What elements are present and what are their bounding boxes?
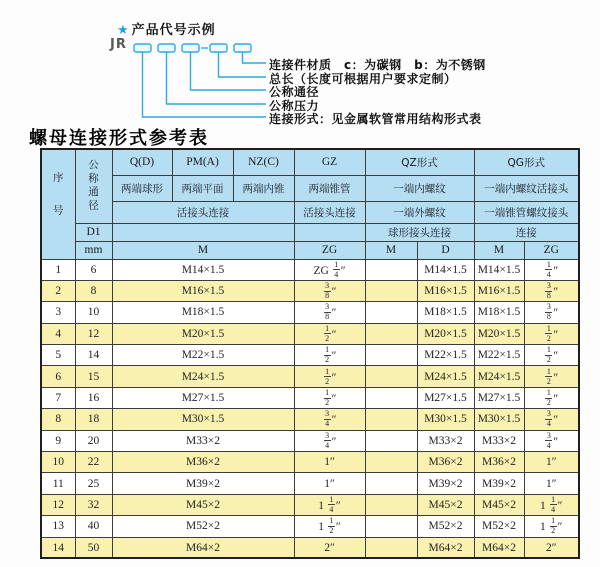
cell-qg_m: M33×2 (474, 430, 524, 451)
cell-qz_m (365, 516, 417, 537)
callout-connection-form: 连接形式：见金属软管常用结构形式表 (269, 112, 482, 126)
cell-qg_m: M39×2 (474, 473, 524, 494)
cell-qg_zg: $\frac{1}{2}$ ″ (524, 387, 579, 408)
cell-dn: 22 (75, 452, 112, 473)
cell-qz_m (365, 473, 417, 494)
cell-qz_m (365, 387, 417, 408)
cell-qg_zg: $\frac{3}{4}$ ″ (524, 430, 579, 451)
cell-no: 3 (41, 302, 75, 323)
cell-no: 11 (41, 473, 75, 494)
header-d1: D1 (75, 223, 112, 241)
header-qg-desc1: 一端内螺纹活接头 (474, 175, 579, 201)
callout-nominal-diameter: 公称通径 (269, 85, 320, 99)
cell-zg: $\frac{1}{2}$ ″ (294, 345, 365, 366)
cell-qz_m (365, 323, 417, 344)
header-col-pm: PM(A) (172, 149, 233, 175)
cell-no: 6 (41, 366, 75, 387)
cell-m: M27×1.5 (112, 387, 294, 408)
cell-dn: 25 (75, 473, 112, 494)
code-box (234, 44, 251, 52)
cell-no: 4 (41, 323, 75, 344)
cell-no: 1 (41, 259, 75, 280)
cell-qz_d: M30×1.5 (417, 409, 474, 430)
cell-qz_m (365, 366, 417, 387)
cell-qg_zg: $\frac{3}{8}$ ″ (524, 280, 579, 301)
table-row (41, 259, 579, 280)
cell-qz_d: M52×2 (417, 516, 474, 537)
header-blank-qpmnz (112, 223, 294, 241)
cell-zg: $\frac{3}{4}$ ″ (294, 430, 365, 451)
cell-qg_m: M18×1.5 (474, 302, 524, 323)
cell-dn: 15 (75, 366, 112, 387)
code-box (182, 44, 199, 52)
cell-qz_d: M24×1.5 (417, 366, 474, 387)
cell-m: M36×2 (112, 452, 294, 473)
header-col-gz: GZ (294, 149, 365, 175)
cell-dn: 20 (75, 430, 112, 451)
cell-zg: $\frac{3}{4}$ ″ (294, 409, 365, 430)
code-prefix: JR (110, 37, 127, 52)
cell-no: 5 (41, 345, 75, 366)
cell-qz_m (365, 302, 417, 323)
table-row (41, 302, 579, 323)
diagram-title-text: 产品代号示例 (131, 23, 216, 38)
header-qz-d: D (417, 241, 474, 259)
cell-zg: $\frac{1}{2}$ ″ (294, 387, 365, 408)
diagram-title (117, 19, 216, 38)
connector-line (243, 52, 267, 63)
cell-no: 7 (41, 387, 75, 408)
header-qg-desc2: 一端锥管螺纹接头 (474, 201, 579, 223)
cell-qz_d: M16×1.5 (417, 280, 474, 301)
callout-nominal-pressure: 公称压力 (269, 99, 320, 113)
cell-qg_m: M16×1.5 (474, 280, 524, 301)
table-row (41, 452, 579, 473)
header-nz-desc: 两端内锥 (233, 175, 294, 201)
cell-qg_zg: $\frac{1}{4}$ ″ (524, 259, 579, 280)
header-union-connection: 活接头连接 (112, 201, 294, 223)
cell-m: M16×1.5 (112, 280, 294, 301)
table-row (41, 387, 579, 408)
cell-dn: 8 (75, 280, 112, 301)
table-row (41, 537, 579, 558)
header-pm-desc: 两端平面 (172, 175, 233, 201)
cell-m: M30×1.5 (112, 409, 294, 430)
cell-qg_m: M20×1.5 (474, 323, 524, 344)
cell-qg_zg: 2″ (524, 537, 579, 558)
cell-qg_zg: $\frac{3}{8}$ ″ (524, 302, 579, 323)
header-gz-desc: 两端锥管 (294, 175, 365, 201)
header-qg-m: M (474, 241, 524, 259)
cell-qg_m: M64×2 (474, 537, 524, 558)
cell-qg_zg: 1″ (524, 473, 579, 494)
code-box (158, 44, 175, 52)
cell-qz_m (365, 345, 417, 366)
header-serial-no: 序号 (41, 149, 75, 259)
header-qz-desc2: 一端外螺纹 (365, 201, 474, 223)
cell-zg: ZG $\frac{1}{4}$ ″ (294, 259, 365, 280)
cell-dn: 32 (75, 494, 112, 515)
cell-zg: $\frac{1}{2}$ ″ (294, 323, 365, 344)
cell-qz_d: M14×1.5 (417, 259, 474, 280)
cell-dn: 18 (75, 409, 112, 430)
cell-no: 2 (41, 280, 75, 301)
cell-qz_m (365, 259, 417, 280)
cell-qz_m (365, 430, 417, 451)
table-row (41, 494, 579, 515)
table-row (41, 516, 579, 537)
header-qz-connection: 球形接头连接 (365, 223, 474, 241)
cell-dn: 6 (75, 259, 112, 280)
cell-m: M45×2 (112, 494, 294, 515)
callout-total-length: 总长（长度可根据用户要求定制） (269, 72, 457, 86)
table-row (41, 345, 579, 366)
cell-qg_m: M22×1.5 (474, 345, 524, 366)
cell-qz_d: M33×2 (417, 430, 474, 451)
cell-qz_m (365, 494, 417, 515)
cell-qg_zg: $\frac{1}{2}$ ″ (524, 366, 579, 387)
cell-zg: 1 $\frac{1}{2}$ ″ (294, 516, 365, 537)
cell-qz_m (365, 280, 417, 301)
cell-m: M24×1.5 (112, 366, 294, 387)
cell-qg_m: M14×1.5 (474, 259, 524, 280)
table-row (41, 280, 579, 301)
connector-line (191, 52, 267, 90)
header-qg-connection: 连接 (474, 223, 579, 241)
cell-qz_m (365, 409, 417, 430)
star-icon: ★ (117, 23, 130, 38)
cell-m: M39×2 (112, 473, 294, 494)
nut-connection-table (40, 148, 580, 559)
header-zg: ZG (294, 241, 365, 259)
cell-dn: 40 (75, 516, 112, 537)
connector-line (167, 52, 267, 104)
cell-no: 9 (41, 430, 75, 451)
cell-qg_zg: 1 $\frac{1}{4}$ ″ (524, 494, 579, 515)
header-qz-m: M (365, 241, 417, 259)
cell-qz_d: M39×2 (417, 473, 474, 494)
cell-m: M33×2 (112, 430, 294, 451)
cell-dn: 16 (75, 387, 112, 408)
cell-zg: 1″ (294, 452, 365, 473)
cell-m: M52×2 (112, 516, 294, 537)
cell-zg: 1 $\frac{1}{4}$ ″ (294, 494, 365, 515)
header-mm: mm (75, 241, 112, 259)
cell-no: 10 (41, 452, 75, 473)
cell-qg_m: M24×1.5 (474, 366, 524, 387)
header-col-nz: NZ(C) (233, 149, 294, 175)
header-qg-zg: ZG (524, 241, 579, 259)
header-gz-connection: 活接头连接 (294, 201, 365, 223)
cell-m: M22×1.5 (112, 345, 294, 366)
table-row (41, 473, 579, 494)
cell-dn: 50 (75, 537, 112, 558)
header-col-qz: QZ形式 (365, 149, 474, 175)
header-qz-desc1: 一端内螺纹 (365, 175, 474, 201)
cell-zg: $\frac{1}{2}$ ″ (294, 366, 365, 387)
cell-qg_zg: $\frac{1}{2}$ ″ (524, 345, 579, 366)
cell-qz_d: M18×1.5 (417, 302, 474, 323)
header-blank-gz (294, 223, 365, 241)
cell-qz_d: M64×2 (417, 537, 474, 558)
table-body (41, 259, 579, 558)
cell-qg_m: M27×1.5 (474, 387, 524, 408)
code-box (134, 44, 151, 52)
table-row (41, 409, 579, 430)
cell-zg: $\frac{3}{8}$ ″ (294, 302, 365, 323)
cell-qz_d: M36×2 (417, 452, 474, 473)
cell-no: 12 (41, 494, 75, 515)
cell-m: M18×1.5 (112, 302, 294, 323)
header-col-q: Q(D) (112, 149, 172, 175)
cell-qg_m: M45×2 (474, 494, 524, 515)
cell-qg_zg: 1 $\frac{1}{2}$ ″ (524, 516, 579, 537)
header-q-desc: 两端球形 (112, 175, 172, 201)
cell-no: 8 (41, 409, 75, 430)
cell-dn: 10 (75, 302, 112, 323)
cell-no: 14 (41, 537, 75, 558)
cell-m: M14×1.5 (112, 259, 294, 280)
table-header (41, 149, 579, 259)
cell-qz_m (365, 452, 417, 473)
header-nominal-diameter: 公称通径 (75, 149, 112, 223)
cell-qg_zg: $\frac{3}{4}$ ″ (524, 409, 579, 430)
cell-qz_d: M20×1.5 (417, 323, 474, 344)
header-col-qg: QG形式 (474, 149, 579, 175)
cell-qz_d: M45×2 (417, 494, 474, 515)
cell-qg_m: M36×2 (474, 452, 524, 473)
callout-material: 连接件材质 c：为碳钢 b：为不锈钢 (269, 58, 486, 72)
cell-m: M20×1.5 (112, 323, 294, 344)
table-title: 螺母连接形式参考表 (29, 128, 209, 149)
connector-line (143, 52, 267, 117)
cell-qz_d: M27×1.5 (417, 387, 474, 408)
cell-zg: $\frac{3}{8}$ ″ (294, 280, 365, 301)
cell-dn: 12 (75, 323, 112, 344)
header-m: M (112, 241, 294, 259)
cell-zg: 2″ (294, 537, 365, 558)
table-row (41, 430, 579, 451)
cell-qg_zg: $\frac{1}{2}$ ″ (524, 323, 579, 344)
code-box (210, 44, 227, 52)
cell-qg_zg: 1″ (524, 452, 579, 473)
cell-dn: 14 (75, 345, 112, 366)
cell-qz_d: M22×1.5 (417, 345, 474, 366)
cell-qz_m (365, 537, 417, 558)
cell-qg_m: M52×2 (474, 516, 524, 537)
table-row (41, 366, 579, 387)
table-row (41, 323, 579, 344)
cell-no: 13 (41, 516, 75, 537)
cell-m: M64×2 (112, 537, 294, 558)
cell-zg: 1″ (294, 473, 365, 494)
cell-qg_m: M30×1.5 (474, 409, 524, 430)
